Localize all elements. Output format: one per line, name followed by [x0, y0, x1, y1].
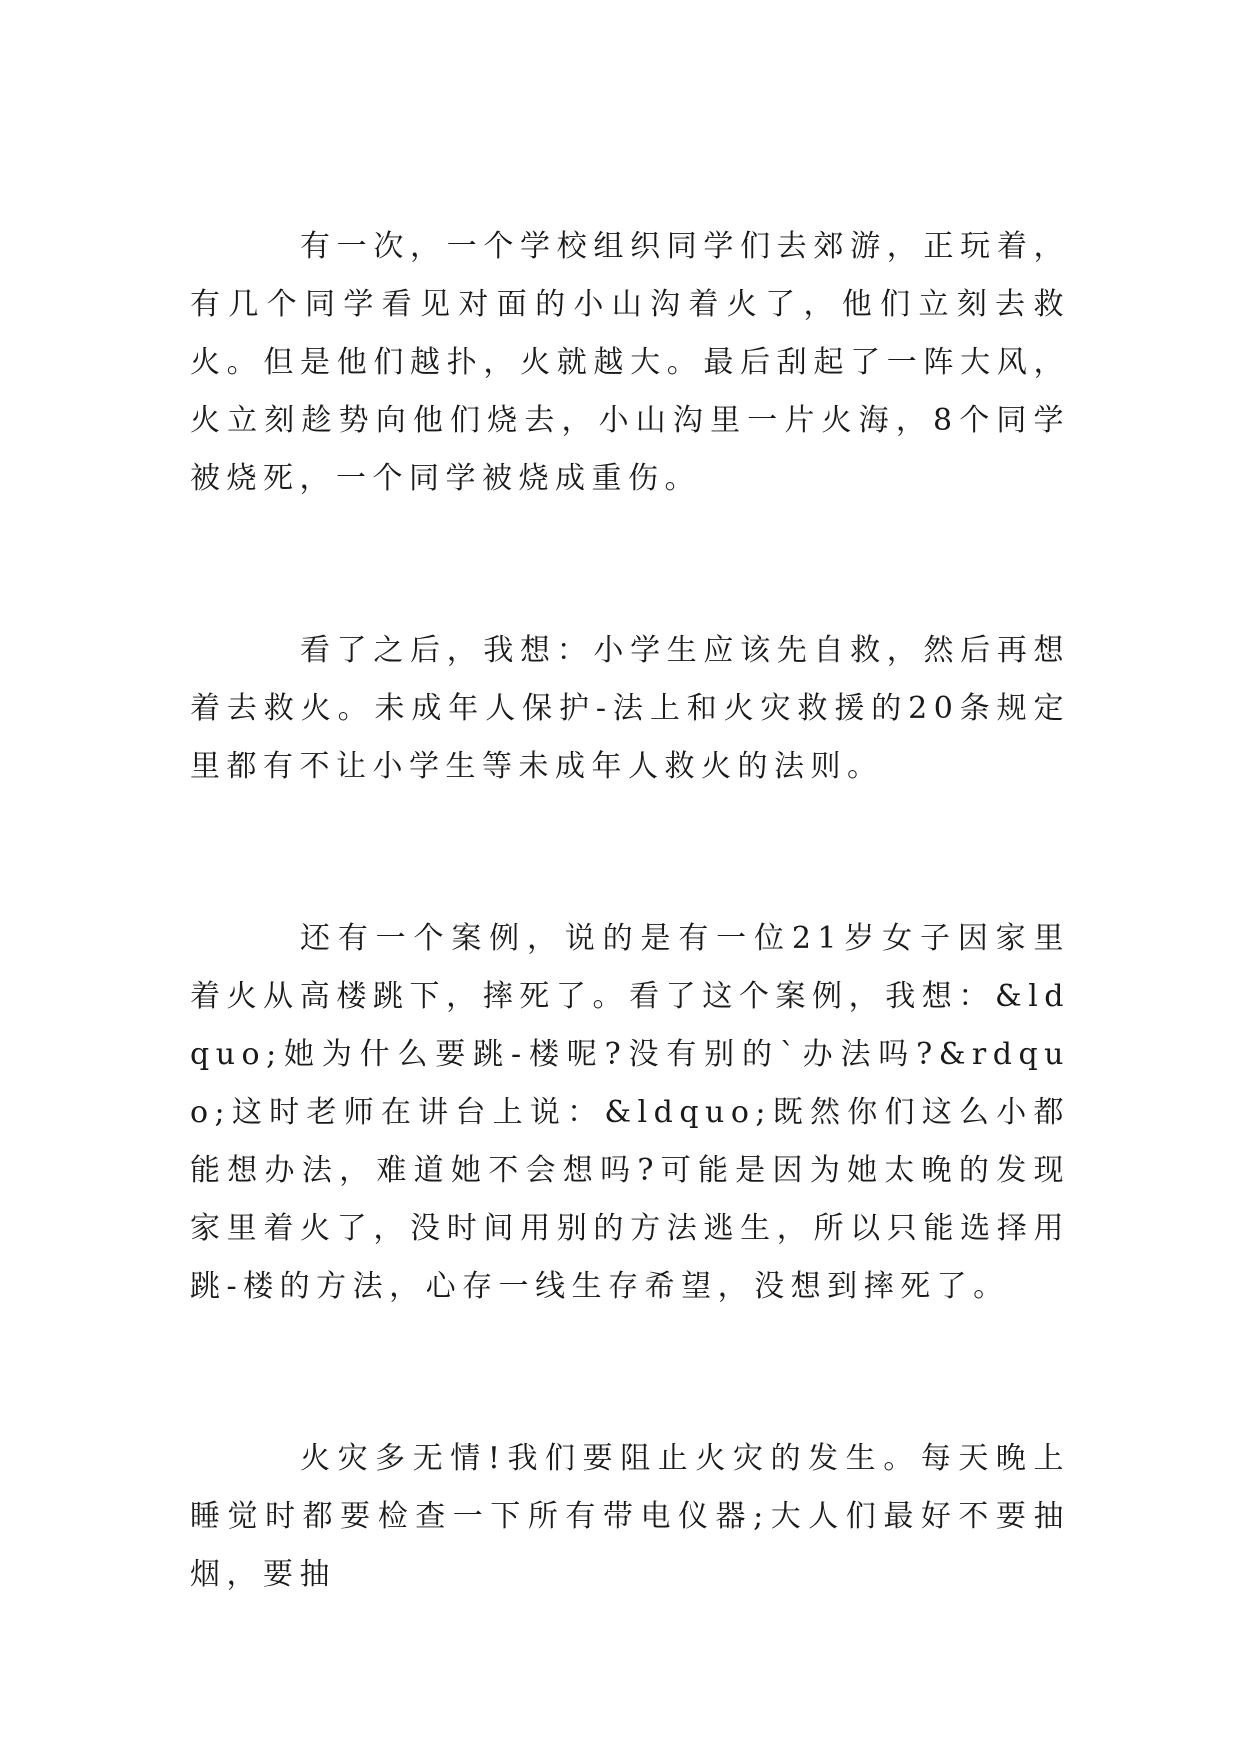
- paragraph-3: 还有一个案例，说的是有一位21岁女子因家里着火从高楼跳下，摔死了。看了这个案例，我想：&ldquo;她为什么要跳-楼呢?没有别的`办法吗?&rdquo;这时老师在讲台上说：&ldquo;既然你们这么小都能想办法，难道她不会想吗?可能是因为她太晚的发现家里着火了，没时间用别的方法逃生，所以只能选择用跳-楼的方法，心存一线生存希望，没想到摔死了。: [190, 921, 1070, 1304]
- paragraph-2: 看了之后，我想：小学生应该先自救，然后再想着去救火。未成年人保护-法上和火灾救援的20条规定里都有不让小学生等未成年人救火的法则。: [190, 633, 1070, 784]
- paragraph-4: 火灾多无情!我们要阻止火灾的发生。每天晚上睡觉时都要检查一下所有带电仪器;大人们最好不要抽烟，要抽: [190, 1441, 1070, 1592]
- paragraph-1: 有一次，一个学校组织同学们去郊游，正玩着，有几个同学看见对面的小山沟着火了，他们立刻去救火。但是他们越扑，火就越大。最后刮起了一阵大风，火立刻趁势向他们烧去，小山沟里一片火海，8个同学被烧死，一个同学被烧成重伤。: [190, 229, 1070, 496]
